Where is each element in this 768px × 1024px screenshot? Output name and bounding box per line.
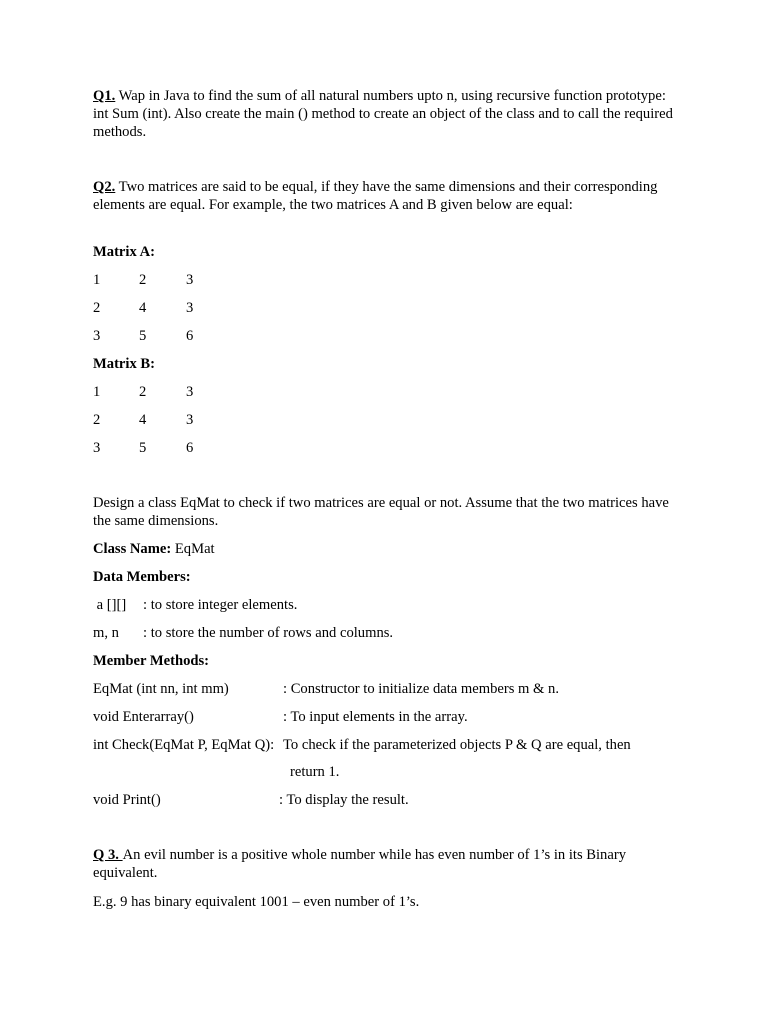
matrix-a-row (93, 299, 683, 317)
method-desc-continuation: return 1. (290, 764, 340, 780)
matrix-cell: 4 (139, 412, 147, 428)
data-member-desc: : to store the number of rows and columns. (143, 625, 394, 641)
matrix-a-row (93, 271, 683, 289)
method-name: int Check(EqMat P, EqMat Q): (93, 737, 275, 753)
matrix-cell: 3 (186, 384, 194, 400)
data-member-name: m, n (93, 625, 119, 641)
matrix-cell: 6 (186, 328, 194, 344)
method-desc: : To input elements in the array. (283, 709, 468, 725)
design-text: Design a class EqMat to check if two matrices are equal or not. Assume that the two matrices have the same dimensions. (93, 495, 669, 529)
question-3-text: An evil number is a positive whole number while has even number of 1’s in its Binary equivalent. (93, 847, 626, 881)
matrix-cell: 2 (93, 300, 101, 316)
method-desc: : To display the result. (279, 792, 409, 808)
data-member-name: a [][] (93, 597, 127, 613)
question-2-label: Q2. (93, 179, 116, 195)
matrix-cell: 5 (139, 440, 147, 456)
matrix-a-row (93, 327, 683, 345)
question-2 (93, 178, 683, 214)
method-row (93, 791, 683, 809)
matrix-b-row (93, 439, 683, 457)
matrix-cell: 3 (93, 440, 101, 456)
class-name-label: Class Name: (93, 541, 172, 557)
matrix-cell: 3 (93, 328, 101, 344)
matrix-cell: 2 (139, 384, 147, 400)
matrix-cell: 5 (139, 328, 147, 344)
matrix-cell: 3 (186, 272, 194, 288)
method-desc: : Constructor to initialize data members m & n. (283, 681, 560, 697)
question-3-label: Q 3. (93, 847, 123, 863)
member-methods-heading: Member Methods: (93, 653, 210, 669)
matrix-b-title: Matrix B: (93, 356, 156, 372)
question-3 (93, 846, 683, 882)
class-name-value: EqMat (171, 541, 215, 557)
class-name (93, 540, 683, 558)
question-1-label: Q1. (93, 88, 116, 104)
matrix-cell: 3 (186, 412, 194, 428)
method-desc: To check if the parameterized objects P & Q are equal, then (283, 737, 631, 753)
matrix-cell: 1 (93, 384, 101, 400)
matrix-cell: 4 (139, 300, 147, 316)
matrix-b-row (93, 383, 683, 401)
question-3-example: E.g. 9 has binary equivalent 1001 – even number of 1’s. (93, 894, 420, 910)
method-row (93, 763, 683, 781)
matrix-cell: 6 (186, 440, 194, 456)
matrix-cell: 3 (186, 300, 194, 316)
data-member-row (93, 624, 683, 642)
data-members-heading: Data Members: (93, 569, 191, 585)
matrix-cell: 2 (93, 412, 101, 428)
matrix-cell: 1 (93, 272, 101, 288)
matrix-b-row (93, 411, 683, 429)
method-name: EqMat (int nn, int mm) (93, 681, 229, 697)
data-member-desc: : to store integer elements. (143, 597, 298, 613)
method-name: void Enterarray() (93, 709, 194, 725)
method-name: void Print() (93, 792, 161, 808)
question-1-text: Wap in Java to find the sum of all natural numbers upto n, using recursive function prototype: int Sum (int). Also create the main () method to create an object of the class and to call the required methods. (93, 88, 673, 140)
question-1 (93, 87, 683, 141)
data-member-row (93, 596, 683, 614)
method-row (93, 680, 683, 698)
method-row (93, 736, 683, 754)
matrix-a-title: Matrix A: (93, 244, 156, 260)
question-2-text: Two matrices are said to be equal, if they have the same dimensions and their corresponding elements are equal. For example, the two matrices A and B given below are equal: (93, 179, 658, 213)
method-row (93, 708, 683, 726)
matrix-cell: 2 (139, 272, 147, 288)
